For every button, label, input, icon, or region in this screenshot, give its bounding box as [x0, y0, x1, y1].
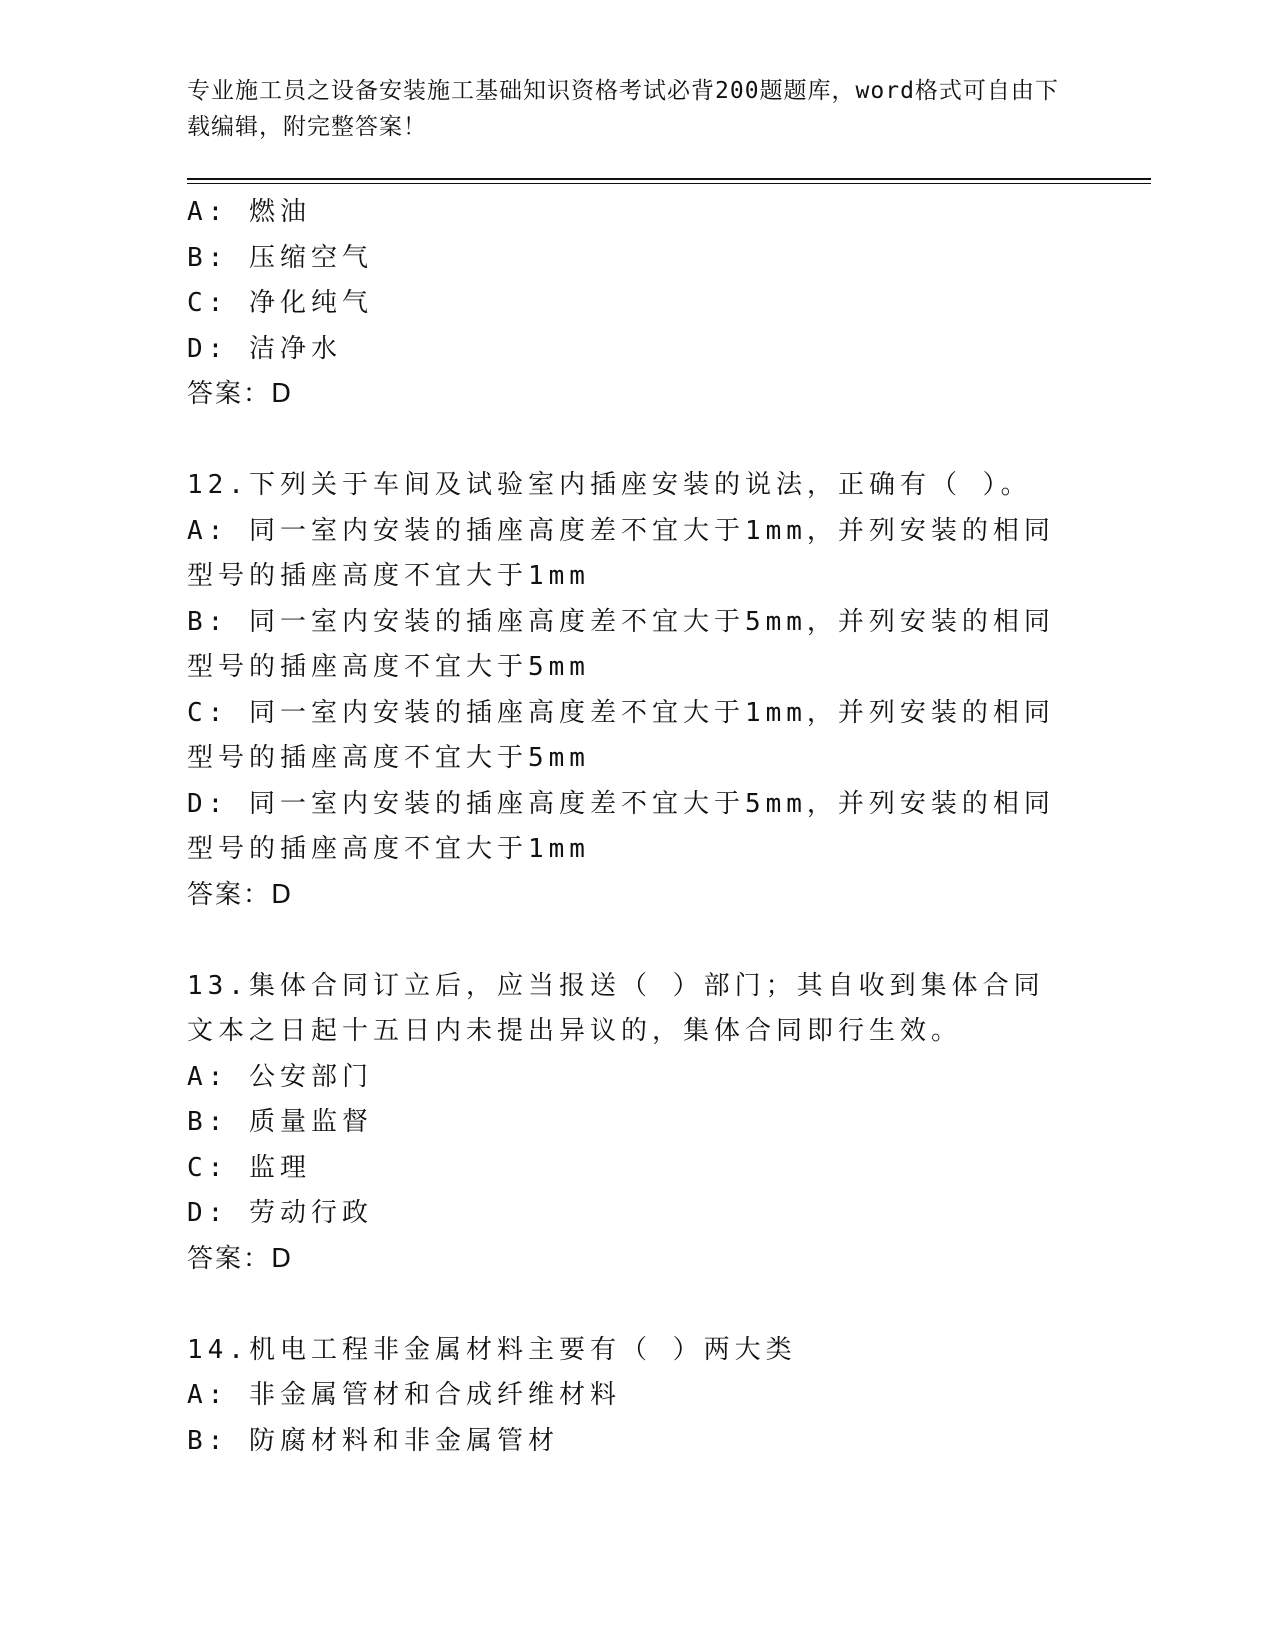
option-c: C: 监理: [187, 1152, 311, 1183]
answer: 答案：D: [187, 379, 294, 409]
header-divider-thin: [187, 183, 1151, 184]
option-c: C: 同一室内安装的插座高度差不宜大于1mm，并列安装的相同型号的插座高度不宜大于5mm: [187, 697, 1055, 773]
question-13: [187, 964, 1067, 1283]
header-divider-thick: [187, 178, 1151, 180]
option-a: A: 非金属管材和合成纤维材料: [187, 1380, 621, 1410]
question-stem: 14.机电工程非金属材料主要有（ ）两大类: [187, 1334, 797, 1365]
option-b: B: 同一室内安装的插座高度差不宜大于5mm，并列安装的相同型号的插座高度不宜大于5mm: [187, 606, 1055, 682]
document-header: 专业施工员之设备安装施工基础知识资格考试必背200题题库，word格式可自由下载编辑，附完整答案！: [187, 78, 1059, 140]
option-a: A: 燃油: [187, 197, 311, 227]
option-d: D: 洁净水: [187, 333, 342, 364]
option-a: A: 同一室内安装的插座高度差不宜大于1mm，并列安装的相同型号的插座高度不宜大于1mm: [187, 515, 1055, 591]
option-b: B: 质量监督: [187, 1107, 373, 1137]
question-stem: 12.下列关于车间及试验室内插座安装的说法，正确有（ ）。: [187, 470, 1032, 500]
question-12: [187, 463, 1067, 918]
option-b: B: 防腐材料和非金属管材: [187, 1425, 559, 1456]
option-d: D: 同一室内安装的插座高度差不宜大于5mm，并列安装的相同型号的插座高度不宜大于1mm: [187, 788, 1055, 864]
option-c: C: 净化纯气: [187, 288, 373, 318]
spacer: [187, 918, 1067, 964]
answer: 答案：D: [187, 879, 294, 910]
question-11-continued: [187, 190, 1067, 418]
question-list: [187, 190, 1067, 1464]
answer: 答案：D: [187, 1243, 294, 1274]
option-a: A: 公安部门: [187, 1061, 373, 1092]
spacer: [187, 1282, 1067, 1328]
spacer: [187, 418, 1067, 464]
question-stem: 13.集体合同订立后，应当报送（ ）部门；其自收到集体合同文本之日起十五日内未提出异议的，集体合同即行生效。: [187, 970, 1045, 1046]
question-14: [187, 1328, 1067, 1465]
option-b: B: 压缩空气: [187, 242, 373, 273]
option-d: D: 劳动行政: [187, 1198, 373, 1228]
